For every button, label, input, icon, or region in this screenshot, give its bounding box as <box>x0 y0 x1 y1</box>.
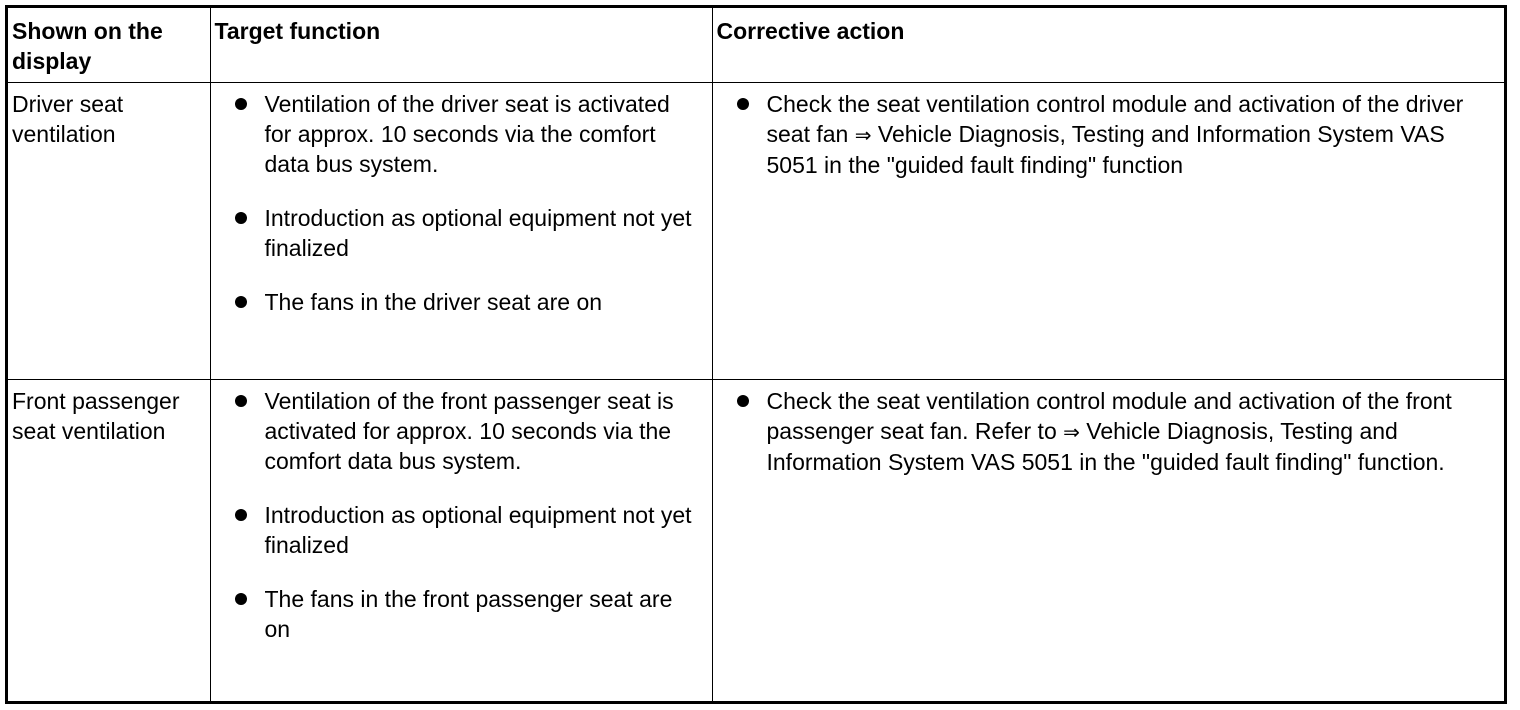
list-item <box>713 386 1495 477</box>
diagnosis-table <box>5 5 1507 704</box>
list-item <box>211 386 702 476</box>
list-item <box>211 500 702 560</box>
bullet-icon <box>235 212 247 224</box>
action-text-before-link: Check the seat ventilation control module and activation of the front passenger seat fan. Refer to <box>766 388 1452 444</box>
target-function-list <box>211 89 702 317</box>
list-item <box>211 89 702 179</box>
header-target-function: Target function <box>210 8 712 83</box>
list-item <box>211 203 702 263</box>
header-corrective-action: Corrective action <box>712 8 1504 83</box>
list-item-text: Introduction as optional equipment not yet finalized <box>264 502 692 558</box>
bullet-icon <box>235 509 247 521</box>
bullet-icon <box>235 395 247 407</box>
list-item <box>713 89 1495 180</box>
corrective-action-list <box>713 386 1495 477</box>
row-label: Front passenger seat ventilation <box>8 380 210 702</box>
list-item-text: Introduction as optional equipment not yet finalized <box>264 205 692 261</box>
bullet-icon <box>235 296 247 308</box>
action-reference-text: Vehicle Diagnosis, Testing and Information System VAS 5051 in the "guided fault finding" function. <box>766 418 1445 475</box>
list-item <box>211 287 702 317</box>
table-row-front-passenger-seat <box>8 380 1504 702</box>
bullet-icon <box>737 395 749 407</box>
list-item-text: The fans in the driver seat are on <box>264 289 603 315</box>
corrective-action-list <box>713 89 1495 180</box>
target-function-cell <box>210 83 712 380</box>
table-header-row <box>8 8 1504 83</box>
list-item-text: Ventilation of the front passenger seat is activated for approx. 10 seconds via the comfort data bus system. <box>264 388 674 474</box>
corrective-action-cell <box>712 380 1504 702</box>
table-row-driver-seat <box>8 83 1504 380</box>
target-function-cell <box>210 380 712 702</box>
arrow-right-icon: ⇒ <box>854 123 872 147</box>
header-shown-on-display: Shown on the display <box>8 8 210 83</box>
bullet-icon <box>737 98 749 110</box>
list-item-text: The fans in the front passenger seat are on <box>264 586 673 642</box>
target-function-list <box>211 386 702 644</box>
list-item-text: Ventilation of the driver seat is activated for approx. 10 seconds via the comfort data bus system. <box>264 91 670 177</box>
list-item <box>211 584 702 644</box>
corrective-action-cell <box>712 83 1504 380</box>
arrow-right-icon: ⇒ <box>1063 420 1080 444</box>
row-label: Driver seat ventilation <box>8 83 210 380</box>
action-reference-text: Vehicle Diagnosis, Testing and Information System VAS 5051 in the "guided fault finding" function <box>766 121 1445 178</box>
bullet-icon <box>235 593 247 605</box>
bullet-icon <box>235 98 247 110</box>
action-text-before-link: Check the seat ventilation control module and activation of the driver seat fan <box>766 91 1464 147</box>
